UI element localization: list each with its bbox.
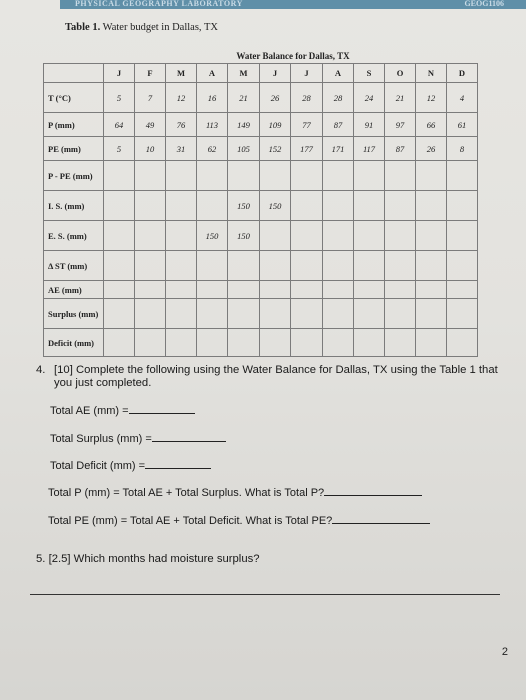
value-cell: 49 [135,113,166,137]
total-p-blank[interactable] [324,485,422,496]
empty-cell[interactable] [197,329,228,357]
month-header: D [447,64,478,83]
empty-cell[interactable] [260,161,291,191]
value-cell: 16 [197,83,228,113]
month-header: J [104,64,135,83]
value-cell: 152 [260,137,291,161]
empty-cell[interactable] [416,299,447,329]
empty-cell[interactable] [135,281,166,299]
empty-cell[interactable] [291,329,323,357]
empty-cell[interactable] [228,251,260,281]
empty-cell[interactable] [166,299,197,329]
empty-cell[interactable] [323,221,354,251]
month-header: M [228,64,260,83]
empty-cell[interactable] [291,251,323,281]
value-cell: 87 [385,137,416,161]
empty-cell[interactable] [323,161,354,191]
empty-cell[interactable] [385,329,416,357]
value-cell: 26 [416,137,447,161]
total-ae-label: Total AE (mm) = [50,405,129,417]
total-p-label: Total P (mm) = Total AE + Total Surplus. What is Total P? [48,487,325,499]
header-course-title: PHYSICAL GEOGRAPHY LABORATORY [75,0,243,8]
month-header: J [260,64,291,83]
water-balance-table [43,43,484,348]
empty-cell[interactable] [104,329,135,357]
total-p-item [48,485,422,499]
empty-cell[interactable] [166,281,197,299]
value-cell: 5 [104,83,135,113]
empty-cell[interactable] [260,329,291,357]
empty-cell[interactable] [447,281,478,299]
table-row [44,281,478,299]
empty-cell[interactable] [416,161,447,191]
value-cell: 109 [260,113,291,137]
empty-cell[interactable] [104,281,135,299]
value-cell: 62 [197,137,228,161]
value-cell: 61 [447,113,478,137]
question-5-text: [2.5] Which months had moisture surplus? [48,553,260,565]
page-number: 2 [501,646,508,658]
empty-cell[interactable] [166,221,197,251]
empty-cell[interactable] [104,251,135,281]
question-5-answer-line[interactable] [30,594,500,595]
value-cell: 117 [354,137,385,161]
value-cell: 66 [416,113,447,137]
empty-cell[interactable] [447,251,478,281]
value-cell: 150 [197,221,228,251]
empty-cell[interactable] [166,251,197,281]
empty-cell[interactable] [197,251,228,281]
value-cell: 87 [323,113,354,137]
corner-cell [44,64,104,83]
value-cell: 21 [385,83,416,113]
month-header: J [291,64,323,83]
total-ae-blank[interactable] [129,403,195,414]
row-label: Surplus (mm) [44,299,104,329]
empty-cell[interactable] [447,221,478,251]
empty-cell[interactable] [166,191,197,221]
value-cell: 150 [260,191,291,221]
value-cell: 5 [104,137,135,161]
total-deficit-blank[interactable] [145,458,211,469]
empty-cell[interactable] [416,281,447,299]
empty-cell[interactable] [135,251,166,281]
empty-cell[interactable] [291,299,323,329]
table-row [44,191,478,221]
table-row [44,221,478,251]
total-pe-blank[interactable] [332,513,430,524]
month-header: A [323,64,354,83]
empty-cell[interactable] [323,191,354,221]
empty-cell[interactable] [354,161,385,191]
total-pe-label: Total PE (mm) = Total AE + Total Deficit. What is Total PE? [48,515,333,527]
empty-cell[interactable] [447,299,478,329]
empty-cell[interactable] [166,161,197,191]
empty-cell[interactable] [447,191,478,221]
empty-cell[interactable] [228,281,260,299]
empty-cell[interactable] [354,281,385,299]
value-cell: 77 [291,113,323,137]
value-cell: 76 [166,113,197,137]
empty-cell[interactable] [166,329,197,357]
empty-cell[interactable] [228,329,260,357]
empty-cell[interactable] [260,299,291,329]
empty-cell[interactable] [385,221,416,251]
empty-cell[interactable] [104,191,135,221]
empty-cell[interactable] [197,161,228,191]
value-cell: 171 [323,137,354,161]
empty-cell[interactable] [354,251,385,281]
question-4-text: [10] Complete the following using the Water Balance for Dallas, TX using the Table 1 that you just completed. [54,364,498,389]
value-cell: 177 [291,137,323,161]
table-row [44,83,478,113]
value-cell: 105 [228,137,260,161]
row-label: T (°C) [44,83,104,113]
empty-cell[interactable] [385,191,416,221]
empty-cell[interactable] [323,251,354,281]
empty-cell[interactable] [197,191,228,221]
question-5-number: 5. [36,553,46,565]
empty-cell[interactable] [104,299,135,329]
total-surplus-label: Total Surplus (mm) = [50,433,152,445]
value-cell: 28 [323,83,354,113]
value-cell: 24 [354,83,385,113]
months-row [44,64,478,83]
row-label: E. S. (mm) [44,221,104,251]
empty-cell[interactable] [291,161,323,191]
empty-cell[interactable] [197,281,228,299]
empty-cell[interactable] [323,281,354,299]
empty-cell[interactable] [385,281,416,299]
value-cell: 7 [135,83,166,113]
empty-cell[interactable] [416,251,447,281]
total-deficit-item [50,458,211,472]
value-cell: 91 [354,113,385,137]
empty-cell[interactable] [260,251,291,281]
empty-cell[interactable] [135,161,166,191]
row-label: P - PE (mm) [44,161,104,191]
empty-cell[interactable] [228,299,260,329]
empty-cell[interactable] [135,221,166,251]
month-header: N [416,64,447,83]
table-row [44,329,478,357]
table-row [44,161,478,191]
empty-cell[interactable] [135,191,166,221]
empty-cell[interactable] [228,161,260,191]
empty-cell[interactable] [447,161,478,191]
table-row [44,251,478,281]
empty-cell[interactable] [354,329,385,357]
total-surplus-blank[interactable] [152,431,226,442]
value-cell: 21 [228,83,260,113]
value-cell: 97 [385,113,416,137]
value-cell: 113 [197,113,228,137]
table-row [44,137,478,161]
table-title [65,22,218,33]
table-heading: Water Balance for Dallas, TX [236,51,350,61]
empty-cell[interactable] [260,221,291,251]
empty-cell[interactable] [447,329,478,357]
row-label: Deficit (mm) [44,329,104,357]
empty-cell[interactable] [416,191,447,221]
row-label: I. S. (mm) [44,191,104,221]
month-header: F [135,64,166,83]
value-cell: 150 [228,221,260,251]
empty-cell[interactable] [291,221,323,251]
empty-cell[interactable] [291,191,323,221]
month-header: S [354,64,385,83]
row-label: P (mm) [44,113,104,137]
empty-cell[interactable] [291,281,323,299]
empty-cell[interactable] [385,299,416,329]
question-4-number: 4. [36,364,46,376]
value-cell: 10 [135,137,166,161]
empty-cell[interactable] [416,221,447,251]
month-header: M [166,64,197,83]
empty-cell[interactable] [260,281,291,299]
header-course-code: GEOG1106 [464,0,504,8]
value-cell: 12 [166,83,197,113]
table-title-text: Water budget in Dallas, TX [102,22,218,33]
table-row [44,299,478,329]
empty-cell[interactable] [323,299,354,329]
total-pe-item [48,513,430,527]
empty-cell[interactable] [354,221,385,251]
row-label: AE (mm) [44,281,104,299]
empty-cell[interactable] [104,161,135,191]
row-label: Δ ST (mm) [44,251,104,281]
value-cell: 28 [291,83,323,113]
empty-cell[interactable] [323,329,354,357]
question-5 [36,553,260,565]
empty-cell[interactable] [135,329,166,357]
month-header: O [385,64,416,83]
month-header: A [197,64,228,83]
row-label: PE (mm) [44,137,104,161]
table-title-prefix: Table 1. [65,22,101,33]
value-cell: 26 [260,83,291,113]
table-row [44,113,478,137]
value-cell: 64 [104,113,135,137]
empty-cell[interactable] [354,299,385,329]
empty-cell[interactable] [104,221,135,251]
water-balance-grid [43,63,478,357]
value-cell: 8 [447,137,478,161]
empty-cell[interactable] [197,299,228,329]
empty-cell[interactable] [135,299,166,329]
value-cell: 149 [228,113,260,137]
empty-cell[interactable] [385,161,416,191]
total-ae-item [50,403,195,417]
value-cell: 4 [447,83,478,113]
value-cell: 12 [416,83,447,113]
empty-cell[interactable] [354,191,385,221]
empty-cell[interactable] [416,329,447,357]
value-cell: 150 [228,191,260,221]
empty-cell[interactable] [385,251,416,281]
value-cell: 31 [166,137,197,161]
total-deficit-label: Total Deficit (mm) = [50,460,146,472]
total-surplus-item [50,431,226,445]
